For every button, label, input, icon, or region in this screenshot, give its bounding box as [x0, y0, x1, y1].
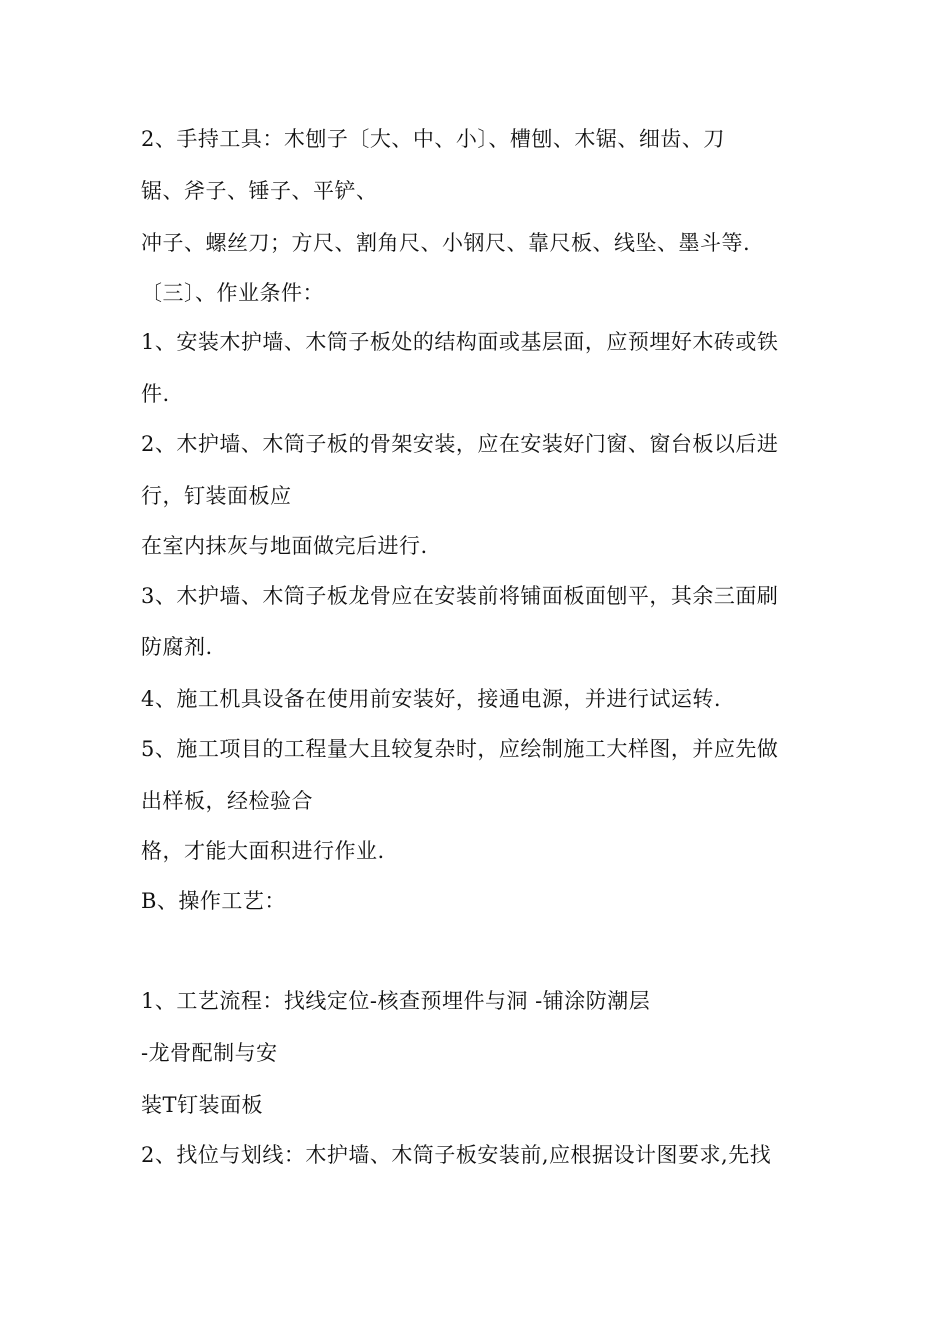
text-line: 2、木护墙、木筒子板的骨架安装，应在安装好门窗、窗台板以后进	[141, 432, 779, 456]
text-line: 5、施工项目的工程量大且较复杂时，应绘制施工大样图，并应先做	[141, 737, 779, 761]
section-heading: 〔三〕、作业条件：	[141, 281, 324, 305]
text-line: 格，才能大面积进行作业.	[141, 839, 385, 863]
section-heading: B、操作工艺：	[141, 889, 286, 913]
text-line: 3、木护墙、木筒子板龙骨应在安装前将铺面板面刨平，其余三面刷	[141, 584, 779, 608]
text-line: 件.	[141, 382, 170, 406]
text-line: 锯、斧子、锤子、平铲、	[141, 179, 378, 203]
text-line: 装T钉装面板	[141, 1093, 264, 1117]
text-line: 2、手持工具：木刨子〔大、中、小〕、槽刨、木锯、细齿、刀	[141, 127, 725, 151]
text-line: 1、安装木护墙、木筒子板处的结构面或基层面，应预埋好木砖或铁	[141, 330, 779, 354]
text-line: 防腐剂.	[141, 635, 213, 659]
text-line: 1、工艺流程：找线定位-核查预埋件与洞 -铺涂防潮层	[141, 989, 651, 1013]
text-line: -龙骨配制与安	[141, 1041, 278, 1065]
text-line: 在室内抹灰与地面做完后进行.	[141, 534, 428, 558]
text-line: 2、找位与划线：木护墙、木筒子板安装前,应根据设计图要求,先找	[141, 1143, 772, 1167]
text-line: 出样板，经检验合	[141, 789, 313, 813]
text-line: 冲子、螺丝刀；方尺、割角尺、小钢尺、靠尺板、线坠、墨斗等.	[141, 231, 751, 255]
text-line: 行，钉装面板应	[141, 484, 292, 508]
text-line: 4、施工机具设备在使用前安装好，接通电源，并进行试运转.	[141, 687, 722, 711]
